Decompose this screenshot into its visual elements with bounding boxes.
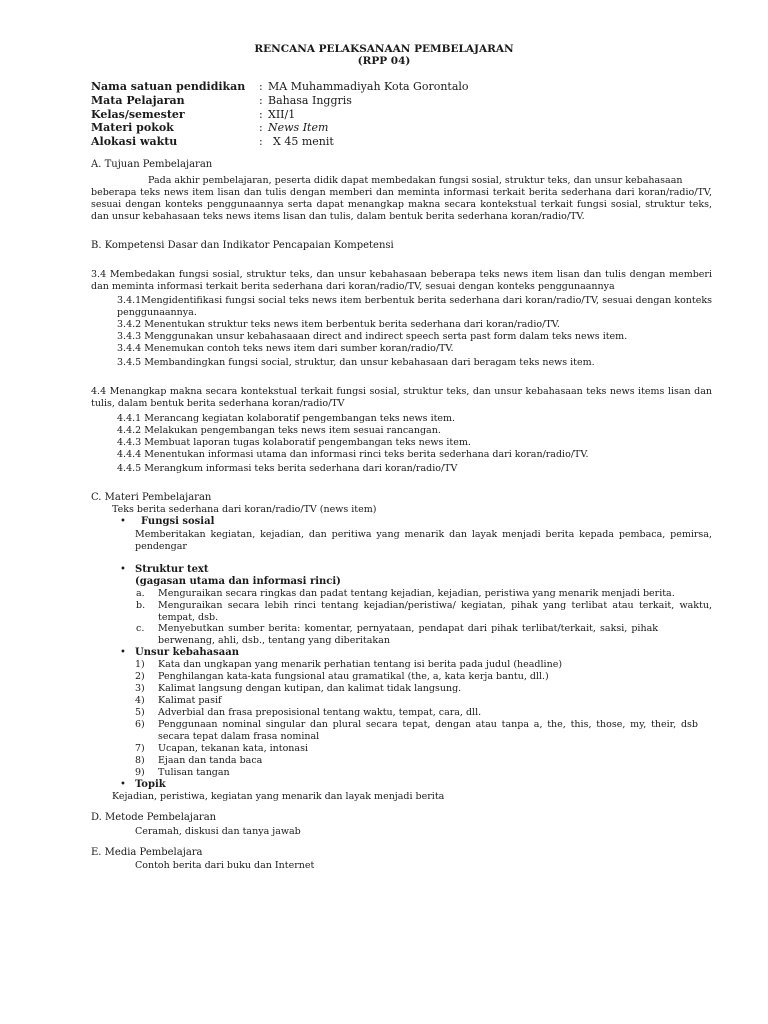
- document-subtitle: (RPP 04): [357, 55, 411, 67]
- bullet-icon: •: [120, 516, 126, 527]
- kd-4-4: 4.4 Menangkap makna secara kontekstual terkait fungsi sosial, struktur teks, dan unsur kebahasaan teks news items lisan dan tulis, dalam bentuk berita sederhana koran/radio/TV: [91, 386, 712, 409]
- unsur-item: Penggunaan nominal singular dan plural secara tepat, dengan atau tanpa a, the, this, those, my, their, dsb secara tepat dalam frasa nominal: [158, 719, 698, 742]
- list-marker: 1): [135, 659, 145, 670]
- section-b-heading: B. Kompetensi Dasar dan Indikator Pencapaian Kompetensi: [91, 240, 394, 251]
- indicator-item: 3.4.2 Menentukan struktur teks news item berbentuk berita sederhana dari koran/radio/TV.: [117, 319, 560, 330]
- identity-label: Alokasi waktu: [91, 135, 178, 148]
- section-a-heading: A. Tujuan Pembelajaran: [91, 159, 213, 170]
- unsur-heading: Unsur kebahasaan: [135, 647, 240, 658]
- section-d-heading: D. Metode Pembelajaran: [91, 812, 217, 823]
- unsur-item: Kalimat langsung dengan kutipan, dan kalimat tidak langsung.: [158, 683, 462, 694]
- struktur-item: Menguraikan secara lebih rinci tentang kejadian/peristiwa/ kegiatan, pihak yang terlibat atau terkait, waktu, tempat, dsb.: [158, 600, 712, 623]
- indicator-item: 3.4.4 Menemukan contoh teks news item dari sumber koran/radio/TV.: [117, 343, 454, 354]
- list-marker: 4): [135, 695, 145, 706]
- identity-value: X 45 menit: [273, 135, 334, 148]
- topik-text: Kejadian, peristiwa, kegiatan yang menarik dan layak menjadi berita: [112, 791, 445, 802]
- unsur-item: Ucapan, tekanan kata, intonasi: [158, 743, 309, 754]
- identity-value: MA Muhammadiyah Kota Gorontalo: [268, 80, 469, 93]
- bullet-icon: •: [120, 647, 126, 658]
- section-e-heading: E. Media Pembelajara: [91, 847, 203, 858]
- indicator-item: 3.4.3 Menggunakan unsur kebahasaaan direct and indirect speech serta past form dalam teks news item.: [117, 331, 628, 342]
- indicator-item: 3.4.1Mengidentifikasi fungsi social teks news item berbentuk berita sederhana dari koran/radio/TV, sesuai dengan konteks penggunaannya.: [117, 295, 712, 318]
- bullet-icon: •: [120, 564, 126, 575]
- list-marker: a.: [136, 588, 145, 599]
- list-marker: 5): [135, 707, 145, 718]
- identity-sep: :: [259, 94, 263, 107]
- indicator-item: 4.4.5 Merangkum informasi teks berita sederhana dari koran/radio/TV: [117, 463, 458, 474]
- fungsi-heading: Fungsi sosial: [141, 516, 215, 527]
- struktur-item: Menyebutkan sumber berita: komentar, pernyataan, pendapat dari pihak terlibat/terkait, saksi, pihak berwenang, ahli, dsb., tentang yang diberitakan: [158, 623, 658, 646]
- section-c-heading: C. Materi Pembelajaran: [91, 492, 212, 503]
- identity-sep: :: [259, 121, 263, 134]
- identity-value: Bahasa Inggris: [268, 94, 352, 107]
- identity-sep: :: [259, 135, 263, 148]
- indicator-item: 4.4.1 Merancang kegiatan kolaboratif pengembangan teks news item.: [117, 413, 456, 424]
- struktur-subheading: (gagasan utama dan informasi rinci): [135, 576, 341, 587]
- struktur-heading: Struktur text: [135, 564, 209, 575]
- section-d-text: Ceramah, diskusi dan tanya jawab: [135, 826, 301, 837]
- identity-label: Materi pokok: [91, 121, 174, 134]
- document-title: RENCANA PELAKSANAAN PEMBELAJARAN: [254, 43, 514, 55]
- topik-heading: Topik: [135, 779, 166, 790]
- identity-sep: :: [259, 80, 263, 93]
- list-marker: 6): [135, 719, 145, 730]
- identity-label: Kelas/semester: [91, 108, 185, 121]
- unsur-item: Tulisan tangan: [158, 767, 230, 778]
- list-marker: b.: [136, 600, 146, 611]
- indicator-item: 4.4.2 Melakukan pengembangan teks news item sesuai rancangan.: [117, 425, 441, 436]
- unsur-item: Kata dan ungkapan yang menarik perhatian tentang isi berita pada judul (headline): [158, 659, 563, 670]
- identity-sep: :: [259, 108, 263, 121]
- section-e-text: Contoh berita dari buku dan Internet: [135, 860, 315, 871]
- list-marker: c.: [136, 623, 145, 634]
- list-marker: 8): [135, 755, 145, 766]
- section-a-paragraph-first: Pada akhir pembelajaran, peserta didik dapat membedakan fungsi sosial, struktur teks, dan unsur kebahasaan: [148, 175, 683, 186]
- bullet-icon: •: [120, 779, 126, 790]
- list-marker: 3): [135, 683, 145, 694]
- identity-label: Mata Pelajaran: [91, 94, 185, 107]
- indicator-item: 4.4.3 Membuat laporan tugas kolaboratif pengembangan teks news item.: [117, 437, 471, 448]
- unsur-item: Adverbial dan frasa preposisional tentang waktu, tempat, cara, dll.: [158, 707, 482, 718]
- identity-value: XII/1: [268, 108, 296, 121]
- indicator-item: 4.4.4 Menentukan informasi utama dan informasi rinci teks berita sederhana dari koran/radio/TV.: [117, 449, 589, 460]
- unsur-item: Penghilangan kata-kata fungsional atau gramatikal (the, a, kata kerja bantu, dll.): [158, 671, 549, 682]
- section-a-paragraph: beberapa teks news item lisan dan tulis dengan memberi dan meminta informasi terkait berita sederhana dari koran/radio/TV, sesuai dengan konteks penggunaannya serta dapat menangkap makna secara kontekstual terkait fungsi sosial, struktur teks, dan unsur kebahasaan teks news items lisan dan tulis, dalam bentuk berita sederhana koran/radio/TV.: [91, 187, 712, 222]
- unsur-item: Ejaan dan tanda baca: [158, 755, 263, 766]
- list-marker: 9): [135, 767, 145, 778]
- indicator-item: 3.4.5 Membandingkan fungsi social, struktur, dan unsur kebahasaan dari beragam teks news item.: [117, 357, 595, 368]
- kd-3-4: 3.4 Membedakan fungsi sosial, struktur teks, dan unsur kebahasaan beberapa teks news item lisan dan tulis dengan memberi dan meminta informasi terkait berita sederhana dari koran/radio/TV, sesuai dengan konteks penggunaannya: [91, 269, 712, 292]
- materi-intro: Teks berita sederhana dari koran/radio/TV (news item): [112, 504, 377, 515]
- list-marker: 2): [135, 671, 145, 682]
- list-marker: 7): [135, 743, 145, 754]
- identity-label: Nama satuan pendidikan: [91, 80, 246, 93]
- identity-value: News Item: [268, 121, 329, 134]
- struktur-item: Menguraikan secara ringkas dan padat tentang kejadian, kejadian, peristiwa yang menarik menjadi berita.: [158, 588, 675, 599]
- fungsi-text: Memberitakan kegiatan, kejadian, dan peritiwa yang menarik dan layak menjadi berita kepada pembaca, pemirsa, pendengar: [135, 529, 712, 552]
- unsur-item: Kalimat pasif: [158, 695, 222, 706]
